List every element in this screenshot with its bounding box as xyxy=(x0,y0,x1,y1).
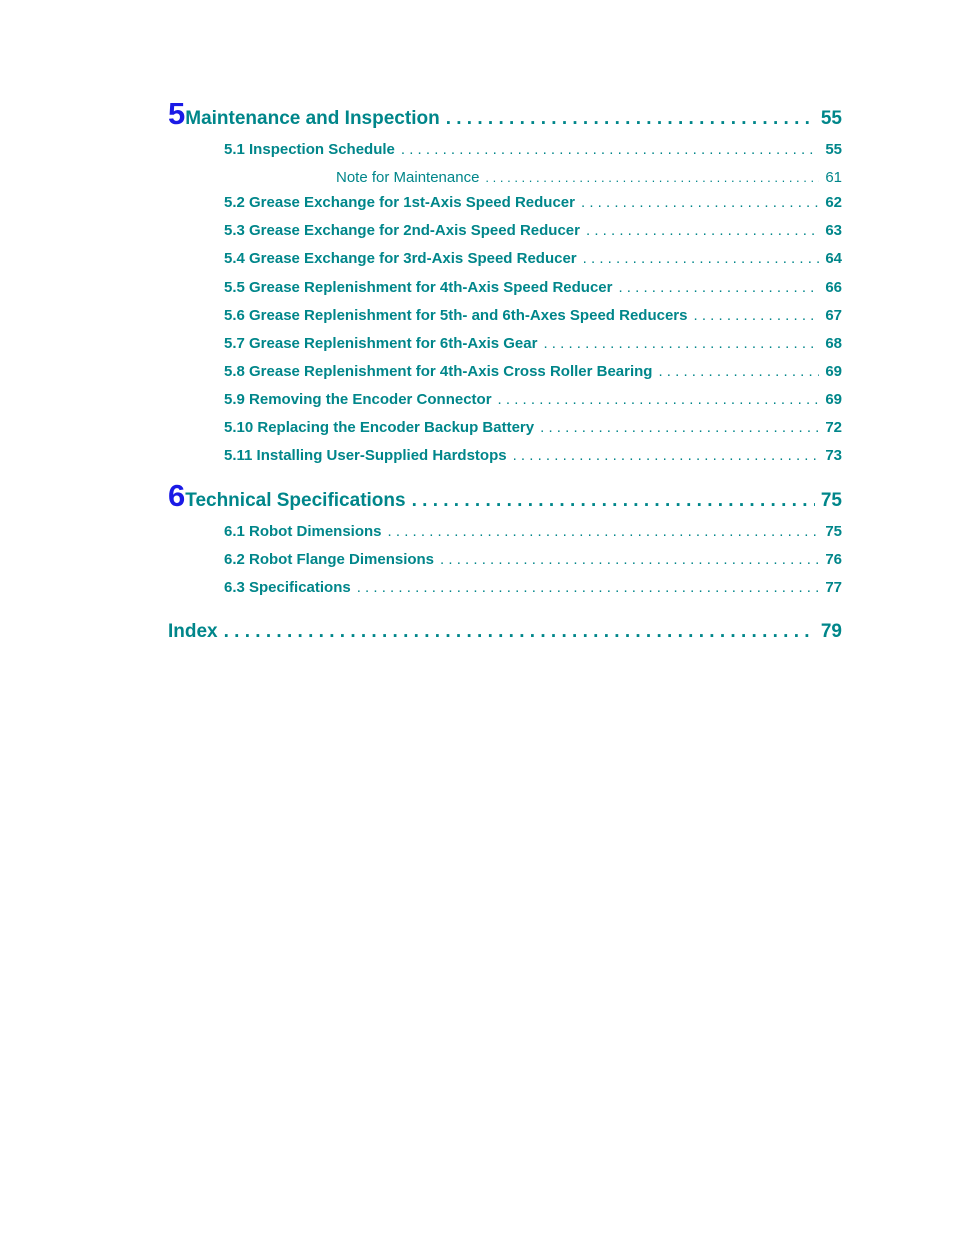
entry-label: 5.10 Replacing the Encoder Backup Battery xyxy=(224,419,535,436)
dot-leader xyxy=(440,551,819,568)
dot-leader xyxy=(401,141,819,158)
dot-leader xyxy=(658,363,819,380)
page-number: 72 xyxy=(825,419,842,436)
toc-entry-5-6[interactable] xyxy=(224,307,842,324)
toc-chapter-6[interactable] xyxy=(168,478,842,514)
entry-label: 6.2 Robot Flange Dimensions xyxy=(224,551,435,568)
dot-leader xyxy=(693,307,819,324)
entry-label: 5.11 Installing User-Supplied Hardstops xyxy=(224,447,507,464)
chapter-title: Technical Specifications xyxy=(185,490,406,511)
page-number: 76 xyxy=(825,551,842,568)
page-number: 66 xyxy=(825,279,842,296)
page-number: 75 xyxy=(820,490,842,511)
page-number: 75 xyxy=(825,523,842,540)
chapter-number: 5 xyxy=(168,96,186,131)
dot-leader xyxy=(586,222,819,239)
entry-label: 5.4 Grease Exchange for 3rd-Axis Speed Reducer xyxy=(224,250,577,267)
index-label: Index xyxy=(168,621,218,642)
dot-leader xyxy=(485,169,819,186)
toc-entry-5-10[interactable] xyxy=(224,419,842,436)
toc-entry-note-maintenance[interactable] xyxy=(336,169,842,186)
page-number: 68 xyxy=(825,335,842,352)
page-number: 79 xyxy=(820,621,842,642)
page-number: 63 xyxy=(825,222,842,239)
toc-entry-6-3[interactable] xyxy=(224,579,842,596)
dot-leader xyxy=(412,490,815,512)
toc-entry-5-7[interactable] xyxy=(224,335,842,352)
toc-entry-6-1[interactable] xyxy=(224,523,842,540)
page-number: 69 xyxy=(825,391,842,408)
entry-label: 5.5 Grease Replenishment for 4th-Axis Speed Reducer xyxy=(224,279,613,296)
page-number: 69 xyxy=(825,363,842,380)
entry-label: 6.3 Specifications xyxy=(224,579,351,596)
entry-label: 5.2 Grease Exchange for 1st-Axis Speed Reducer xyxy=(224,194,575,211)
dot-leader xyxy=(388,523,820,540)
toc-entry-6-2[interactable] xyxy=(224,551,842,568)
dot-leader xyxy=(583,250,820,267)
toc-entry-5-2[interactable] xyxy=(224,194,842,211)
chapter-title: Maintenance and Inspection xyxy=(185,108,440,129)
entry-label: Note for Maintenance xyxy=(336,169,480,186)
toc-entry-5-4[interactable] xyxy=(224,250,842,267)
dot-leader xyxy=(498,391,820,408)
entry-label: 5.7 Grease Replenishment for 6th-Axis Gear xyxy=(224,335,538,352)
dot-leader xyxy=(540,419,819,436)
entry-label: 6.1 Robot Dimensions xyxy=(224,523,382,540)
toc-index[interactable] xyxy=(168,621,842,643)
dot-leader xyxy=(513,447,820,464)
page-number: 64 xyxy=(825,250,842,267)
entry-label: 5.6 Grease Replenishment for 5th- and 6th-Axes Speed Reducers xyxy=(224,307,688,324)
page-number: 73 xyxy=(825,447,842,464)
page-number: 55 xyxy=(820,108,842,129)
chapter-number: 6 xyxy=(168,478,186,513)
entry-label: 5.9 Removing the Encoder Connector xyxy=(224,391,492,408)
dot-leader xyxy=(446,108,815,130)
toc-chapter-5[interactable] xyxy=(168,96,842,132)
toc-entry-5-9[interactable] xyxy=(224,391,842,408)
toc-entry-5-11[interactable] xyxy=(224,447,842,464)
page-number: 62 xyxy=(825,194,842,211)
dot-leader xyxy=(618,279,819,296)
entry-label: 5.1 Inspection Schedule xyxy=(224,141,395,158)
page-number: 61 xyxy=(825,169,842,186)
toc-entry-5-8[interactable] xyxy=(224,363,842,380)
dot-leader xyxy=(224,621,815,643)
toc-entry-5-5[interactable] xyxy=(224,279,842,296)
page-number: 77 xyxy=(825,579,842,596)
toc-entry-5-3[interactable] xyxy=(224,222,842,239)
toc-entry-5-1[interactable] xyxy=(224,141,842,158)
page-number: 67 xyxy=(825,307,842,324)
dot-leader xyxy=(581,194,819,211)
page-number: 55 xyxy=(825,141,842,158)
entry-label: 5.3 Grease Exchange for 2nd-Axis Speed Reducer xyxy=(224,222,580,239)
entry-label: 5.8 Grease Replenishment for 4th-Axis Cross Roller Bearing xyxy=(224,363,653,380)
dot-leader xyxy=(543,335,819,352)
dot-leader xyxy=(357,579,820,596)
